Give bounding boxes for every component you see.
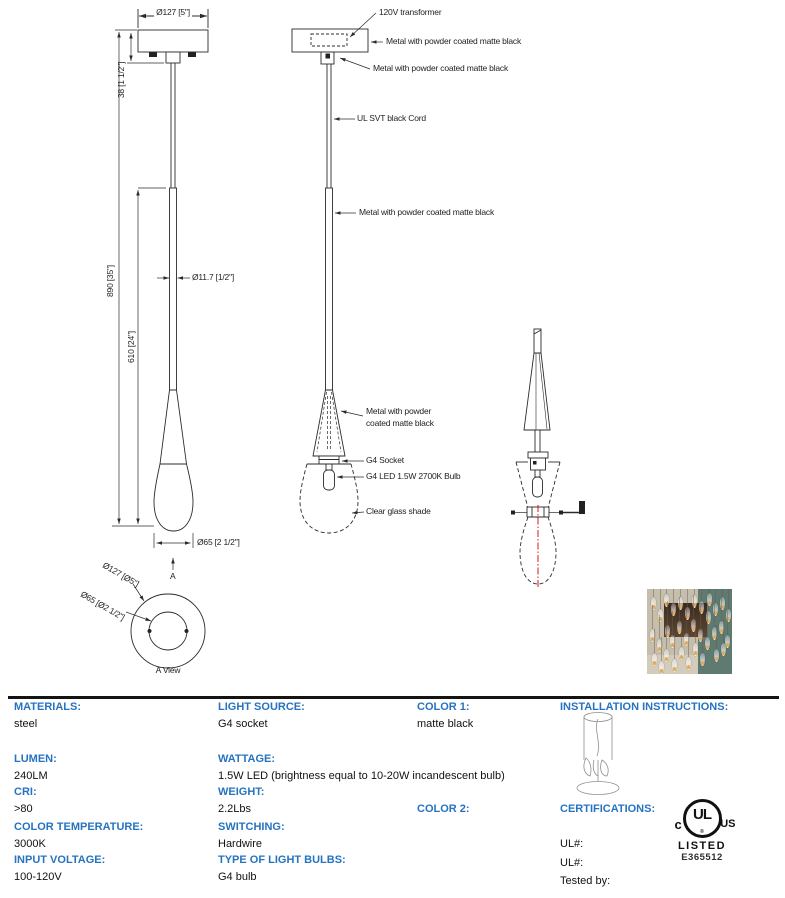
switching-label: SWITCHING: <box>218 821 285 833</box>
bulb-type-value: G4 bulb <box>218 871 257 883</box>
lumen-label: LUMEN: <box>14 753 57 765</box>
aview-dim-outer: Ø127 [Ø5"] <box>101 560 141 589</box>
aview-caption: A View <box>155 665 181 675</box>
installation-illustration <box>572 710 624 798</box>
wattage-label: WATTAGE: <box>218 753 276 765</box>
dim-canopy-diameter: Ø127 [5"] <box>156 7 190 17</box>
label-cone-finish-line2: coated matte black <box>366 418 434 428</box>
ul-number-2-label: UL#: <box>560 857 584 869</box>
input-voltage-value: 100-120V <box>14 871 62 883</box>
label-shade: Clear glass shade <box>366 506 431 516</box>
label-cord: UL SVT black Cord <box>357 113 426 123</box>
cri-label: CRI: <box>14 786 37 798</box>
input-voltage-label: INPUT VOLTAGE: <box>14 854 106 866</box>
product-photo-drops <box>647 589 732 674</box>
registered-symbol: ® <box>700 828 704 835</box>
bulb-type-label: TYPE OF LIGHT BULBS: <box>218 854 346 866</box>
weight-label: WEIGHT: <box>218 786 265 798</box>
light-source-label: LIGHT SOURCE: <box>218 701 305 713</box>
aview-dim-inner: Ø65 [Ø2 1/2"] <box>79 589 127 623</box>
color1-label: COLOR 1: <box>417 701 470 713</box>
label-bulb: G4 LED 1.5W 2700K Bulb <box>366 471 461 481</box>
ul-c-mark: c <box>674 817 682 832</box>
light-source-value: G4 socket <box>218 718 268 730</box>
lumen-value: 240LM <box>14 770 48 782</box>
dim-overall-height: 890 [35"] <box>105 265 115 297</box>
dim-canopy-drop: 38 [1 1/2"] <box>116 61 126 99</box>
label-stem-finish: Metal with powder coated matte black <box>359 207 495 217</box>
dim-stem-length: 610 [24"] <box>126 331 136 363</box>
product-photo <box>647 589 732 674</box>
cri-value: >80 <box>14 803 33 815</box>
ul-listed-text: LISTED <box>677 840 727 852</box>
dim-stem-diameter: Ø11.7 [1/2"] <box>192 272 235 282</box>
switching-value: Hardwire <box>218 838 263 850</box>
ul-listed-mark <box>664 799 740 863</box>
ul-us-mark: US <box>720 818 736 830</box>
table-top-rule <box>8 696 779 699</box>
certifications-label: CERTIFICATIONS: <box>560 803 656 815</box>
tested-by-label: Tested by: <box>560 875 611 887</box>
ul-circle-icon <box>674 799 736 838</box>
label-cone-finish-line1: Metal with powder <box>366 406 432 416</box>
color2-label: COLOR 2: <box>417 803 470 815</box>
installation-instructions-label: INSTALLATION INSTRUCTIONS: <box>560 701 729 713</box>
ul-number-1-label: UL#: <box>560 838 584 850</box>
ul-letters: UL <box>693 806 711 823</box>
materials-label: MATERIALS: <box>14 701 82 713</box>
ul-file-number: E365512 <box>681 852 723 863</box>
color-temperature-value: 3000K <box>14 838 46 850</box>
label-transformer: 120V transformer <box>379 7 442 17</box>
label-canopy-finish: Metal with powder coated matte black <box>386 36 522 46</box>
materials-value: steel <box>14 718 38 730</box>
wattage-value: 1.5W LED (brightness equal to 10-20W incandescent bulb) <box>218 770 505 782</box>
color-temperature-label: COLOR TEMPERATURE: <box>14 821 144 833</box>
label-strain-relief-finish: Metal with powder coated matte black <box>373 63 509 73</box>
weight-value: 2.2Lbs <box>218 803 252 815</box>
dim-shade-diameter: Ø65 [2 1/2"] <box>197 537 240 547</box>
color1-value: matte black <box>417 718 474 730</box>
label-socket: G4 Socket <box>366 455 404 465</box>
section-marker-a: A <box>170 571 176 581</box>
